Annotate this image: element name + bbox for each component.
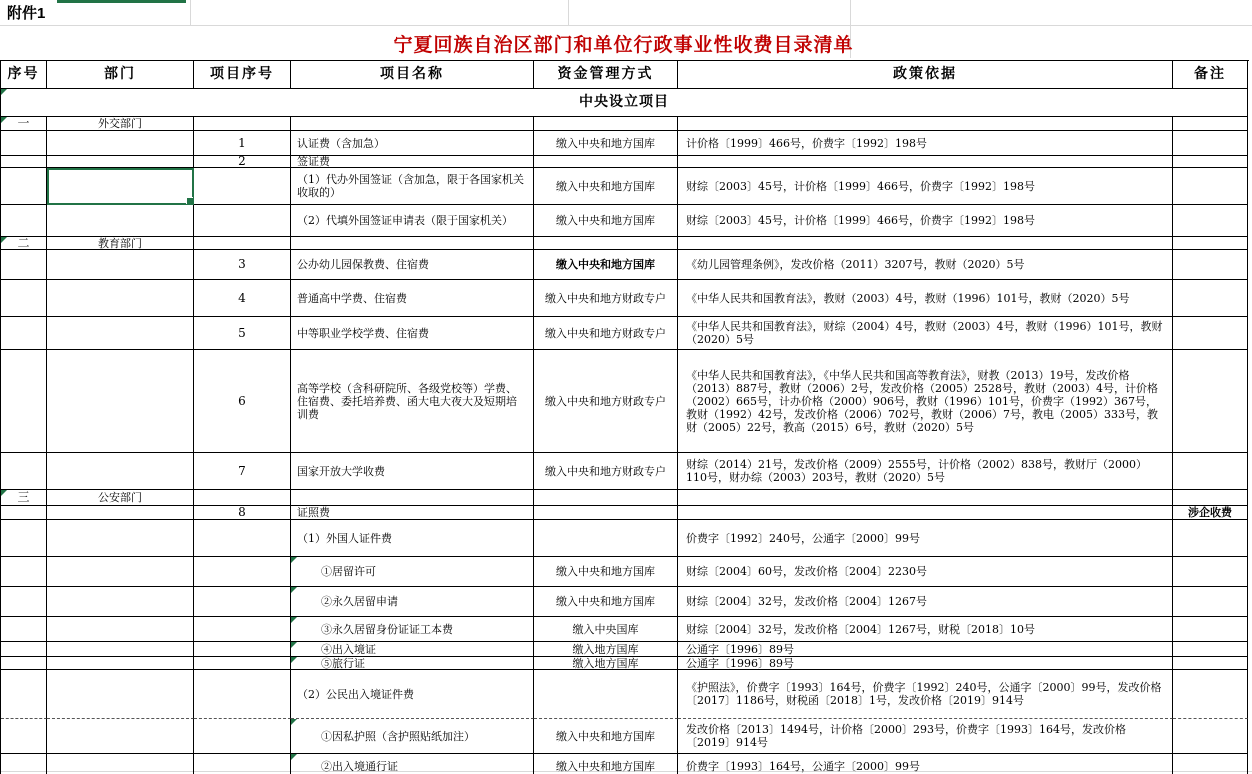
cell-item-no[interactable] xyxy=(194,642,291,657)
cell-policy-basis[interactable]: 财综（2014）21号，发改价格（2009）2555号，计价格（2002）838号，教财厅（2000）110号，财办综（2003）203号，教财（2020）5号 xyxy=(678,453,1173,490)
cell-item-no[interactable]: 8 xyxy=(194,506,291,520)
cell-policy-basis[interactable]: 价费字〔1992〕240号，公通字〔2000〕99号 xyxy=(678,520,1173,557)
cell-remark[interactable] xyxy=(1173,453,1248,490)
cell-seq[interactable] xyxy=(1,350,47,453)
cell-dept[interactable] xyxy=(47,617,194,642)
cell-item-no[interactable]: 3 xyxy=(194,250,291,280)
cell-dept[interactable] xyxy=(47,754,194,774)
cell-item-no[interactable] xyxy=(194,520,291,557)
cell-item-name[interactable] xyxy=(291,117,534,131)
cell-policy-basis[interactable]: 价费字〔1993〕164号，公通字〔2000〕99号 xyxy=(678,754,1173,774)
cell-seq[interactable] xyxy=(1,506,47,520)
column-header-item-no[interactable]: 项目序号 xyxy=(194,61,291,89)
cell-remark[interactable] xyxy=(1173,156,1248,168)
table-row xyxy=(1,350,1248,453)
table-row xyxy=(1,280,1248,317)
cell-item-name[interactable]: ②永久居留申请 xyxy=(291,587,534,617)
cell-remark[interactable] xyxy=(1173,250,1248,280)
cell-fund-method[interactable]: 缴入地方国库 xyxy=(534,657,678,670)
cell-section-title[interactable]: 中央设立项目 xyxy=(1,89,1248,117)
cell-seq[interactable] xyxy=(1,520,47,557)
table-row xyxy=(1,250,1248,280)
table-row xyxy=(1,642,1248,657)
cell-fund-method[interactable] xyxy=(534,506,678,520)
cell-remark[interactable] xyxy=(1173,520,1248,557)
fee-table xyxy=(0,60,1249,774)
cell-item-name[interactable]: 高等学校（含科研院所、各级党校等）学费、住宿费、委托培养费、函大电大夜大及短期培训费 xyxy=(291,350,534,453)
cell-dept[interactable] xyxy=(47,557,194,587)
cell-item-name[interactable]: ③永久居留身份证证工本费 xyxy=(291,617,534,642)
cell-policy-basis[interactable] xyxy=(678,490,1173,506)
faint-gridline xyxy=(0,25,1252,26)
table-row xyxy=(1,587,1248,617)
cell-item-no[interactable]: 1 xyxy=(194,131,291,156)
cell-item-no[interactable] xyxy=(194,168,291,205)
table-row xyxy=(1,719,1248,754)
table-header-row xyxy=(1,61,1248,89)
table-row xyxy=(1,453,1248,490)
department-row xyxy=(1,237,1248,250)
cell-seq[interactable] xyxy=(1,557,47,587)
cell-item-no[interactable] xyxy=(194,587,291,617)
cell-remark[interactable] xyxy=(1173,350,1248,453)
cell-dept[interactable] xyxy=(47,350,194,453)
cell-policy-basis[interactable]: 财综〔2003〕45号，计价格〔1999〕466号，价费字〔1992〕198号 xyxy=(678,168,1173,205)
cell-dept[interactable] xyxy=(47,205,194,237)
cell-item-name[interactable]: 证照费 xyxy=(291,506,534,520)
cell-dept[interactable] xyxy=(47,587,194,617)
cell-item-name[interactable]: ⑤旅行证 xyxy=(291,657,534,670)
column-header-policy-basis[interactable]: 政策依据 xyxy=(678,61,1173,89)
cell-policy-basis[interactable]: 《中华人民共和国教育法》，《中华人民共和国高等教育法》，财教（2013）19号，发改价格（2013）887号，教财（2006）2号，发改价格（2005）2528号，教财（2003）4号，计价格（2002）665号，计办价格（2000）906号，教财（1996）101号，价费字（1992）367号，教财（1992）42号，发改价格（2006）702号，教财（2006）7号，教电（2005）333号，教财（2005）22号，教高（2015）6号，教财（2020）5号 xyxy=(678,350,1173,453)
cell-seq[interactable] xyxy=(1,642,47,657)
cell-item-name[interactable]: 国家开放大学收费 xyxy=(291,453,534,490)
cell-item-name[interactable]: （1）外国人证件费 xyxy=(291,520,534,557)
cell-seq[interactable]: 三 xyxy=(1,490,47,506)
cell-remark[interactable] xyxy=(1173,205,1248,237)
cell-fund-method[interactable] xyxy=(534,490,678,506)
cell-item-no[interactable] xyxy=(194,657,291,670)
cell-item-name[interactable]: 普通高中学费、住宿费 xyxy=(291,280,534,317)
table-row xyxy=(1,506,1248,520)
cell-dept[interactable]: 外交部门 xyxy=(47,117,194,131)
cell-seq[interactable]: 二 xyxy=(1,237,47,250)
column-header-item-name[interactable]: 项目名称 xyxy=(291,61,534,89)
cell-policy-basis[interactable]: 公通字〔1996〕89号 xyxy=(678,657,1173,670)
cell-remark[interactable] xyxy=(1173,490,1248,506)
table-row xyxy=(1,520,1248,557)
cell-item-name[interactable]: ①居留许可 xyxy=(291,557,534,587)
cell-remark[interactable] xyxy=(1173,670,1248,719)
cell-dept[interactable]: 公安部门 xyxy=(47,490,194,506)
table-row xyxy=(1,156,1248,168)
column-header-dept[interactable]: 部门 xyxy=(47,61,194,89)
cell-dept[interactable] xyxy=(47,506,194,520)
cell-fund-method[interactable]: 缴入中央国库 xyxy=(534,617,678,642)
cell-remark[interactable] xyxy=(1173,557,1248,587)
cell-seq[interactable] xyxy=(1,131,47,156)
department-row xyxy=(1,490,1248,506)
cell-seq[interactable]: 一 xyxy=(1,117,47,131)
cell-remark[interactable] xyxy=(1173,117,1248,131)
cell-item-name[interactable]: 签证费 xyxy=(291,156,534,168)
cell-remark[interactable]: 涉企收费 xyxy=(1173,506,1248,520)
cell-seq[interactable] xyxy=(1,719,47,754)
cell-fund-method[interactable]: 缴入中央和地方财政专户 xyxy=(534,350,678,453)
cell-seq[interactable] xyxy=(1,205,47,237)
table-row xyxy=(1,670,1248,719)
sheet-title: 宁夏回族自治区部门和单位行政事业性收费目录清单 xyxy=(393,34,854,56)
cell-seq[interactable] xyxy=(1,754,47,774)
cell-fund-method[interactable]: 缴入中央和地方国库 xyxy=(534,587,678,617)
cell-seq[interactable] xyxy=(1,156,47,168)
table-row xyxy=(1,617,1248,642)
cell-remark[interactable] xyxy=(1173,587,1248,617)
cell-fund-method[interactable] xyxy=(534,117,678,131)
cell-seq[interactable] xyxy=(1,617,47,642)
cell-policy-basis[interactable] xyxy=(678,237,1173,250)
cell-dept[interactable] xyxy=(47,131,194,156)
cell-item-no[interactable]: 4 xyxy=(194,280,291,317)
cell-item-name[interactable]: 公办幼儿园保教费、住宿费 xyxy=(291,250,534,280)
cell-item-no[interactable] xyxy=(194,557,291,587)
cell-remark[interactable] xyxy=(1173,131,1248,156)
cell-remark[interactable] xyxy=(1173,317,1248,350)
cell-item-no[interactable] xyxy=(194,117,291,131)
cell-item-no[interactable]: 5 xyxy=(194,317,291,350)
cell-dept[interactable] xyxy=(47,280,194,317)
cell-item-name[interactable] xyxy=(291,237,534,250)
department-row xyxy=(1,117,1248,131)
cell-policy-basis[interactable] xyxy=(678,506,1173,520)
cell-fund-method[interactable]: 缴入中央和地方国库 xyxy=(534,250,678,280)
cell-dept[interactable] xyxy=(47,520,194,557)
faint-gridline xyxy=(190,0,191,25)
cell-item-no[interactable] xyxy=(194,617,291,642)
cell-policy-basis[interactable] xyxy=(678,117,1173,131)
cell-policy-basis[interactable]: 《护照法》，价费字〔1993〕164号，价费字〔1992〕240号，公通字〔2000〕99号，发改价格〔2017〕1186号，财税函〔2018〕1号，发改价格〔2019〕914号 xyxy=(678,670,1173,719)
cell-item-no[interactable]: 2 xyxy=(194,156,291,168)
cell-item-no[interactable] xyxy=(194,205,291,237)
column-header-remark[interactable]: 备注 xyxy=(1173,61,1248,89)
cell-seq[interactable] xyxy=(1,250,47,280)
cell-policy-basis[interactable] xyxy=(678,156,1173,168)
cell-fund-method[interactable] xyxy=(534,520,678,557)
cell-remark[interactable] xyxy=(1173,617,1248,642)
cell-dept[interactable] xyxy=(47,657,194,670)
cell-seq[interactable] xyxy=(1,317,47,350)
table-row xyxy=(1,168,1248,205)
cell-item-no[interactable] xyxy=(194,754,291,774)
cell-fund-method[interactable]: 缴入中央和地方国库 xyxy=(534,754,678,774)
table-row xyxy=(1,205,1248,237)
cell-item-no[interactable]: 6 xyxy=(194,350,291,453)
cell-dept[interactable] xyxy=(47,670,194,719)
cell-fund-method[interactable]: 缴入中央和地方国库 xyxy=(534,205,678,237)
cell-fund-method[interactable]: 缴入中央和地方财政专户 xyxy=(534,280,678,317)
cell-policy-basis[interactable]: 财综〔2003〕45号，计价格〔1999〕466号，价费字〔1992〕198号 xyxy=(678,205,1173,237)
cell-dept[interactable]: 教育部门 xyxy=(47,237,194,250)
cell-item-no[interactable] xyxy=(194,237,291,250)
cell-item-name[interactable]: （2）公民出入境证件费 xyxy=(291,670,534,719)
cell-fund-method[interactable]: 缴入中央和地方国库 xyxy=(534,719,678,754)
cell-item-name[interactable]: 认证费（含加急） xyxy=(291,131,534,156)
faint-gridline xyxy=(568,0,569,25)
cell-policy-basis[interactable]: 财综〔2004〕60号，发改价格〔2004〕2230号 xyxy=(678,557,1173,587)
cell-remark[interactable] xyxy=(1173,754,1248,774)
cell-item-no[interactable] xyxy=(194,670,291,719)
cell-fund-method[interactable]: 缴入地方国库 xyxy=(534,642,678,657)
section-row xyxy=(1,89,1248,117)
cell-seq[interactable] xyxy=(1,168,47,205)
cell-seq[interactable] xyxy=(1,280,47,317)
selection-edge-strip xyxy=(57,0,186,3)
cell-dept[interactable] xyxy=(47,719,194,754)
cell-seq[interactable] xyxy=(1,657,47,670)
cell-policy-basis[interactable]: 财综〔2004〕32号，发改价格〔2004〕1267号 xyxy=(678,587,1173,617)
cell-policy-basis[interactable]: 公通字〔1996〕89号 xyxy=(678,642,1173,657)
cell-dept[interactable] xyxy=(47,453,194,490)
cell-policy-basis[interactable]: 《幼儿园管理条例》，发改价格（2011）3207号，教财（2020）5号 xyxy=(678,250,1173,280)
cell-fund-method[interactable]: 缴入中央和地方国库 xyxy=(534,131,678,156)
table-row xyxy=(1,557,1248,587)
table-row xyxy=(1,131,1248,156)
cell-item-name[interactable]: （1）代办外国签证（含加急，限于各国家机关收取的） xyxy=(291,168,534,205)
cell-item-name[interactable]: ④出入境证 xyxy=(291,642,534,657)
cell-dept[interactable] xyxy=(47,168,194,205)
cell-item-name[interactable]: （2）代填外国签证申请表（限于国家机关） xyxy=(291,205,534,237)
attachment-label: 附件1 xyxy=(7,5,46,22)
column-header-seq[interactable]: 序号 xyxy=(1,61,47,89)
cell-remark[interactable] xyxy=(1173,168,1248,205)
cell-dept[interactable] xyxy=(47,250,194,280)
table-body xyxy=(1,89,1249,774)
table-row xyxy=(1,317,1248,350)
cell-fund-method[interactable] xyxy=(534,670,678,719)
cell-policy-basis[interactable]: 计价格〔1999〕466号，价费字〔1992〕198号 xyxy=(678,131,1173,156)
cell-fund-method[interactable]: 缴入中央和地方国库 xyxy=(534,557,678,587)
cell-fund-method[interactable]: 缴入中央和地方财政专户 xyxy=(534,317,678,350)
cell-item-no[interactable]: 7 xyxy=(194,453,291,490)
table-row xyxy=(1,754,1248,774)
cell-dept[interactable] xyxy=(47,156,194,168)
cell-remark[interactable] xyxy=(1173,280,1248,317)
cell-fund-method[interactable] xyxy=(534,237,678,250)
cell-remark[interactable] xyxy=(1173,642,1248,657)
cell-item-name[interactable]: 中等职业学校学费、住宿费 xyxy=(291,317,534,350)
cell-policy-basis[interactable]: 发改价格〔2013〕1494号，计价格〔2000〕293号，价费字〔1993〕164号，发改价格〔2019〕914号 xyxy=(678,719,1173,754)
cell-fund-method[interactable]: 缴入中央和地方财政专户 xyxy=(534,453,678,490)
cell-item-no[interactable] xyxy=(194,490,291,506)
cell-policy-basis[interactable]: 《中华人民共和国教育法》，教财（2003）4号，教财（1996）101号，教财（2020）5号 xyxy=(678,280,1173,317)
cell-seq[interactable] xyxy=(1,453,47,490)
cell-item-no[interactable] xyxy=(194,719,291,754)
cell-remark[interactable] xyxy=(1173,657,1248,670)
cell-policy-basis[interactable]: 《中华人民共和国教育法》，财综（2004）4号，教财（2003）4号，教财（1996）101号，教财（2020）5号 xyxy=(678,317,1173,350)
cell-seq[interactable] xyxy=(1,587,47,617)
cell-dept[interactable] xyxy=(47,317,194,350)
cell-seq[interactable] xyxy=(1,670,47,719)
cell-fund-method[interactable] xyxy=(534,156,678,168)
cell-item-name[interactable]: ①因私护照（含护照贴纸加注） xyxy=(291,719,534,754)
cell-dept[interactable] xyxy=(47,642,194,657)
cell-remark[interactable] xyxy=(1173,237,1248,250)
cell-item-name[interactable]: ②出入境通行证 xyxy=(291,754,534,774)
cell-item-name[interactable] xyxy=(291,490,534,506)
table-row xyxy=(1,657,1248,670)
column-header-fund-method[interactable]: 资金管理方式 xyxy=(534,61,678,89)
cell-fund-method[interactable]: 缴入中央和地方国库 xyxy=(534,168,678,205)
cell-policy-basis[interactable]: 财综〔2004〕32号，发改价格〔2004〕1267号，财税〔2018〕10号 xyxy=(678,617,1173,642)
cell-remark[interactable] xyxy=(1173,719,1248,754)
